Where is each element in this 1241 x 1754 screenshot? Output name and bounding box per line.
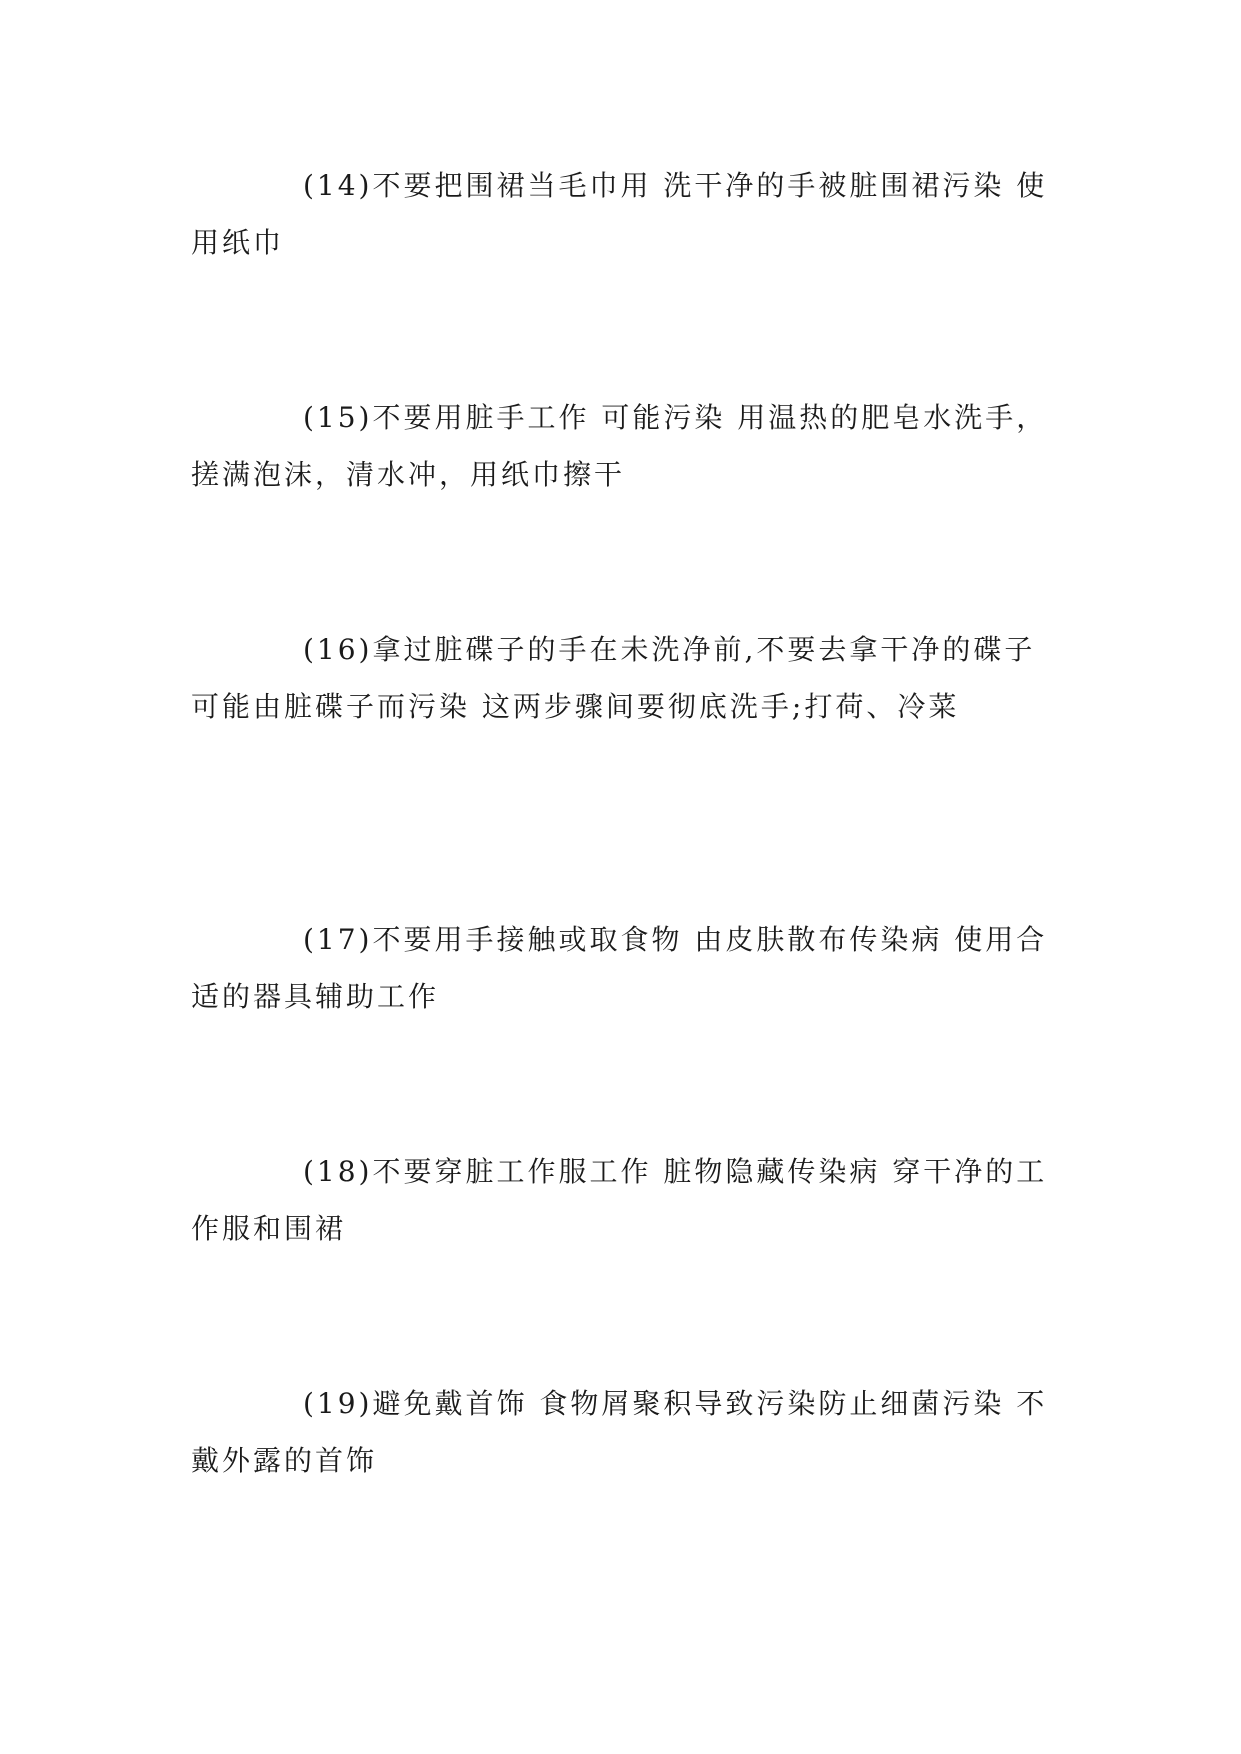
paragraph-14: (14)不要把围裙当毛巾用 洗干净的手被脏围裙污染 使用纸巾 — [191, 169, 1048, 259]
paragraph-19: (19)避免戴首饰 食物屑聚积导致污染防止细菌污染 不戴外露的首饰 — [191, 1387, 1048, 1477]
paragraph-15: (15)不要用脏手工作 可能污染 用温热的肥皂水洗手，搓满泡沫，清水冲，用纸巾擦干 — [191, 401, 1048, 491]
paragraph-16: (16)拿过脏碟子的手在未洗净前,不要去拿干净的碟子 可能由脏碟子而污染 这两步骤间要彻底洗手;打荷、冷菜 — [191, 633, 1036, 723]
paragraph-17: (17)不要用手接触或取食物 由皮肤散布传染病 使用合适的器具辅助工作 — [191, 923, 1048, 1013]
paragraph-18: (18)不要穿脏工作服工作 脏物隐藏传染病 穿干净的工作服和围裙 — [191, 1155, 1048, 1245]
